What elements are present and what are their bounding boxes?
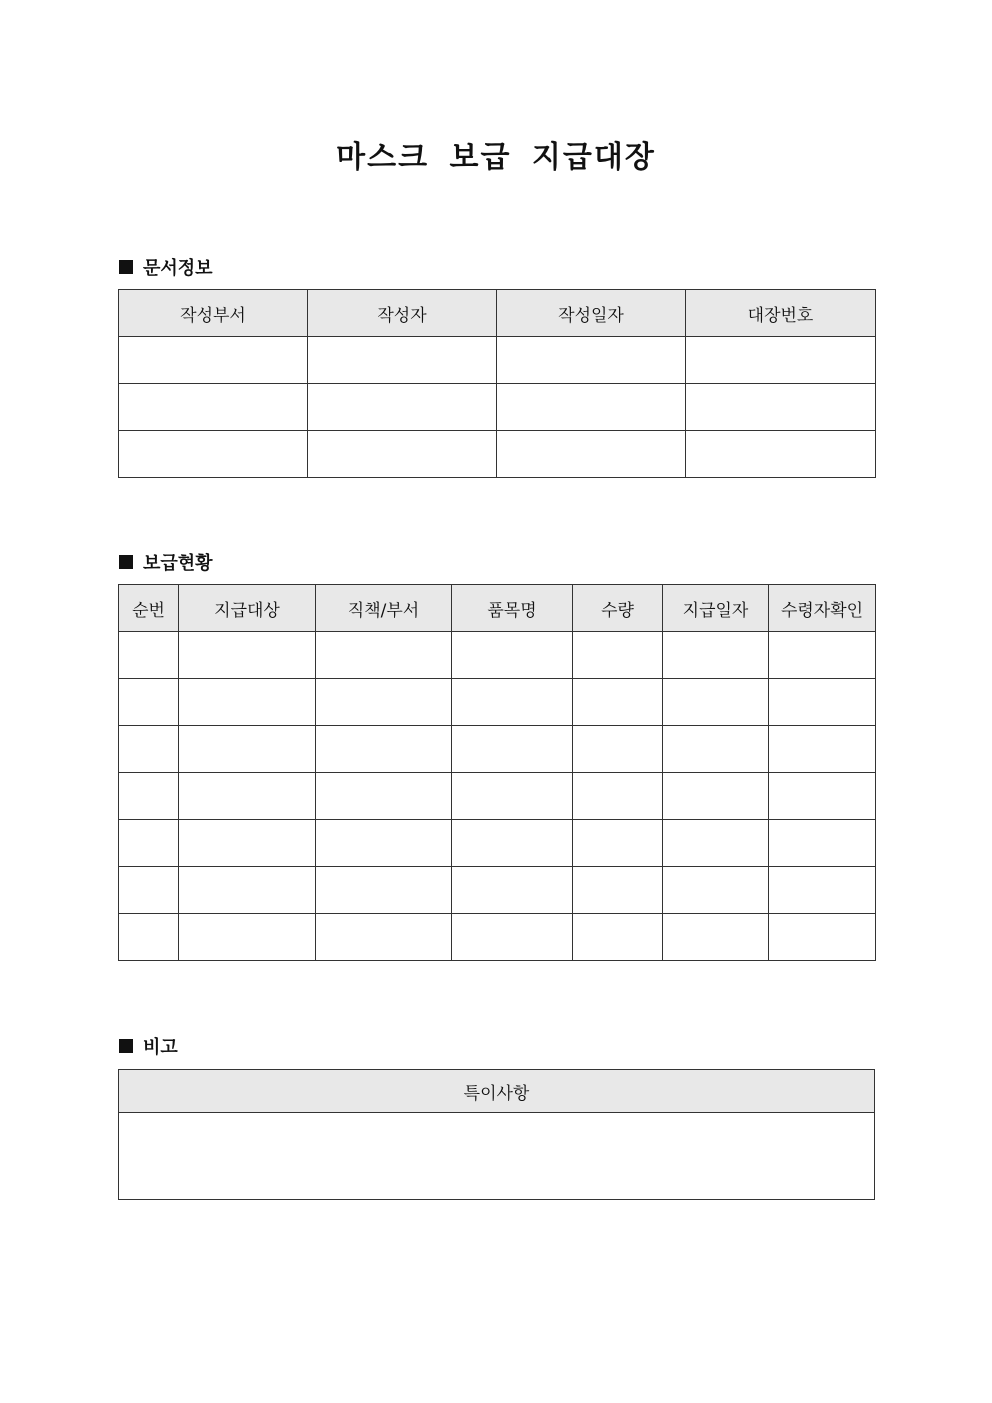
table-cell[interactable] <box>308 384 497 431</box>
table-cell[interactable] <box>316 914 452 961</box>
table-cell[interactable] <box>686 431 876 478</box>
table-cell[interactable] <box>452 914 573 961</box>
table-cell[interactable] <box>663 632 769 679</box>
square-bullet-icon <box>119 1039 133 1053</box>
table-cell[interactable] <box>119 431 308 478</box>
table-cell[interactable] <box>119 773 179 820</box>
table-row <box>119 632 876 679</box>
table-cell[interactable] <box>573 632 663 679</box>
table-cell[interactable] <box>308 431 497 478</box>
table-cell[interactable] <box>573 820 663 867</box>
column-header: 지급대상 <box>179 585 316 632</box>
square-bullet-icon <box>119 260 133 274</box>
table-cell[interactable] <box>179 679 316 726</box>
table-row <box>119 1113 875 1200</box>
section-heading-label: 문서정보 <box>143 258 213 279</box>
table-cell[interactable] <box>308 337 497 384</box>
table-cell[interactable] <box>179 914 316 961</box>
table-cell[interactable] <box>119 632 179 679</box>
table-cell[interactable] <box>452 726 573 773</box>
table-cell[interactable] <box>769 773 876 820</box>
table-row <box>119 773 876 820</box>
table-row <box>119 384 876 431</box>
table-cell[interactable] <box>179 867 316 914</box>
table-cell[interactable] <box>316 679 452 726</box>
table-cell[interactable] <box>316 632 452 679</box>
table-cell[interactable] <box>179 820 316 867</box>
table-cell[interactable] <box>573 914 663 961</box>
table-cell[interactable] <box>769 867 876 914</box>
table-cell[interactable] <box>452 820 573 867</box>
table-cell[interactable] <box>769 820 876 867</box>
table-cell[interactable] <box>663 726 769 773</box>
table-cell[interactable] <box>119 820 179 867</box>
table-cell[interactable] <box>179 773 316 820</box>
table-cell[interactable] <box>497 384 686 431</box>
table-cell[interactable] <box>663 914 769 961</box>
table-row <box>119 679 876 726</box>
table-cell[interactable] <box>119 679 179 726</box>
table-row <box>119 337 876 384</box>
table-cell[interactable] <box>573 773 663 820</box>
table-cell[interactable] <box>573 867 663 914</box>
table-cell[interactable] <box>452 773 573 820</box>
table-cell[interactable] <box>119 726 179 773</box>
table-cell[interactable] <box>452 867 573 914</box>
section-heading-info <box>119 254 213 280</box>
table-cell[interactable] <box>663 679 769 726</box>
table-row <box>119 726 876 773</box>
table-cell[interactable] <box>119 384 308 431</box>
table-cell[interactable] <box>316 867 452 914</box>
column-header: 작성자 <box>308 290 497 337</box>
table-cell[interactable] <box>663 773 769 820</box>
table-cell[interactable] <box>119 867 179 914</box>
table-cell[interactable] <box>119 914 179 961</box>
table-cell[interactable] <box>316 773 452 820</box>
table-cell[interactable] <box>686 384 876 431</box>
table-cell[interactable] <box>663 820 769 867</box>
table-cell[interactable] <box>119 337 308 384</box>
table-cell[interactable] <box>573 679 663 726</box>
column-header: 수령자확인 <box>769 585 876 632</box>
remarks-table <box>118 1069 875 1200</box>
table-cell[interactable] <box>663 867 769 914</box>
table-cell[interactable] <box>769 914 876 961</box>
section-heading-remarks <box>119 1033 178 1059</box>
table-cell[interactable] <box>316 726 452 773</box>
column-header: 순번 <box>119 585 179 632</box>
column-header: 대장번호 <box>686 290 876 337</box>
supply-status-table <box>118 584 876 961</box>
column-header: 품목명 <box>452 585 573 632</box>
page-title: 마스크 보급 지급대장 <box>336 140 656 175</box>
column-header: 직책/부서 <box>316 585 452 632</box>
table-cell[interactable] <box>316 820 452 867</box>
column-header: 특이사항 <box>119 1070 875 1113</box>
table-cell[interactable] <box>179 632 316 679</box>
column-header: 지급일자 <box>663 585 769 632</box>
column-header: 작성일자 <box>497 290 686 337</box>
document-info-table <box>118 289 876 478</box>
column-header: 작성부서 <box>119 290 308 337</box>
section-heading-supply <box>119 549 213 575</box>
remarks-content-cell[interactable] <box>119 1113 875 1200</box>
table-cell[interactable] <box>769 726 876 773</box>
table-row <box>119 431 876 478</box>
table-cell[interactable] <box>179 726 316 773</box>
table-cell[interactable] <box>497 431 686 478</box>
table-cell[interactable] <box>497 337 686 384</box>
table-cell[interactable] <box>452 679 573 726</box>
table-cell[interactable] <box>686 337 876 384</box>
table-row <box>119 867 876 914</box>
square-bullet-icon <box>119 555 133 569</box>
table-cell[interactable] <box>452 632 573 679</box>
table-row <box>119 914 876 961</box>
table-cell[interactable] <box>573 726 663 773</box>
section-heading-label: 보급현황 <box>143 553 213 574</box>
section-heading-label: 비고 <box>143 1037 178 1058</box>
table-cell[interactable] <box>769 679 876 726</box>
column-header: 수량 <box>573 585 663 632</box>
table-row <box>119 820 876 867</box>
table-cell[interactable] <box>769 632 876 679</box>
